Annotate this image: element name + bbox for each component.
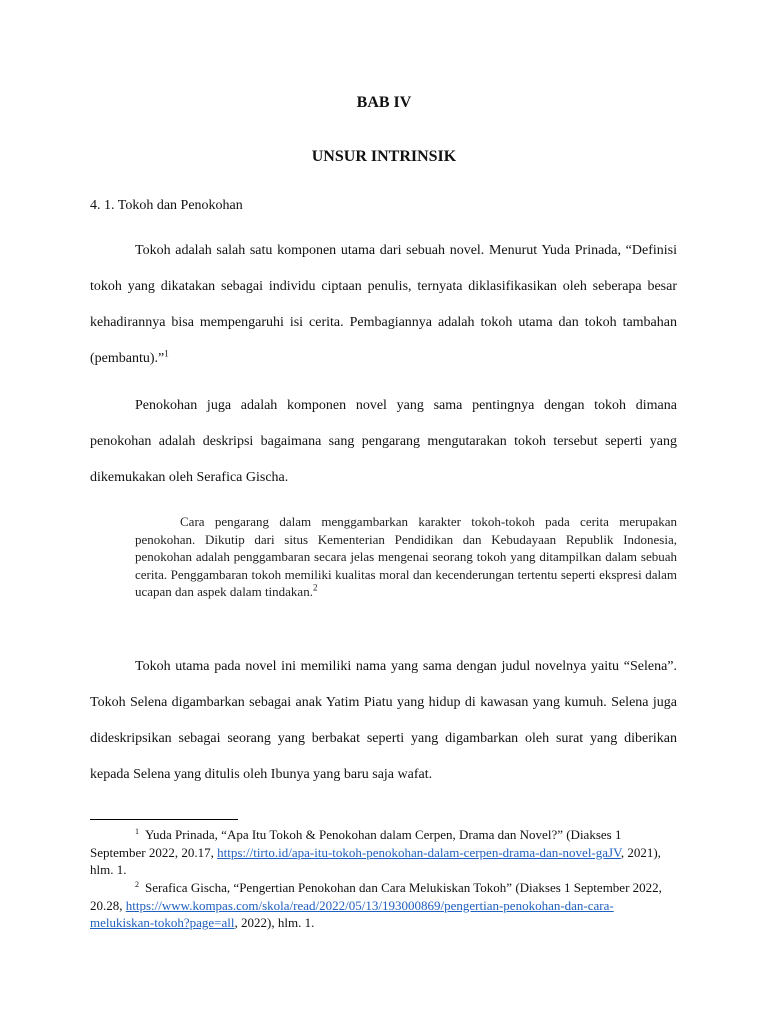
chapter-number: BAB IV (356, 94, 412, 111)
paragraph-2-text: Penokohan juga adalah komponen novel yang sama pentingnya dengan tokoh dimana penokohan adalah deskripsi bagaimana sang pengarang mengutarakan tokoh tersebut seperti yang dikemukakan oleh Serafica Gischa. (90, 398, 677, 485)
chapter-title: UNSUR INTRINSIK (311, 148, 457, 165)
footnote-1 (90, 826, 677, 879)
footnote-2 (90, 879, 677, 932)
footnote-1-text: Yuda Prinada, “Apa Itu Tokoh & Penokohan dalam Cerpen, Drama dan Novel?” (Diakses 1 September 2022, 20.17, (90, 827, 622, 860)
paragraph-1-text: Tokoh adalah salah satu komponen utama dari sebuah novel. Menurut Yuda Prinada, “Definisi tokoh yang dikatakan sebagai individu ciptaan penulis, ternyata diklasifikasikan oleh seberapa besar kehadirannya bisa mempengaruhi isi cerita. Pembagiannya adalah tokoh utama dan tokoh tambahan (pembantu).” (90, 243, 677, 366)
footnote-2-text: Serafica Gischa, “Pengertian Penokohan dan Cara Melukiskan Tokoh” (Diakses 1 September 2022, 20.28, (90, 880, 662, 913)
paragraph-2 (90, 388, 677, 496)
paragraph-3-text: Tokoh utama pada novel ini memiliki nama yang sama dengan judul novelnya yaitu “Selena”. Tokoh Selena digambarkan sebagai anak Yatim Piatu yang hidup di kawasan yang kumuh. Selena juga dideskripsikan sebagai seorang yang berbakat seperti yang digambarkan oleh surat yang diberikan kepada Selena yang ditulis oleh Ibunya yang baru saja wafat. (90, 659, 677, 782)
footnote-1-tail: , 2021), hlm. 1. (90, 844, 661, 878)
footnote-2-link[interactable]: https://www.kompas.com/skola/read/2022/05/13/193000869/pengertian-penokohan-dan-cara-melukiskan-tokoh?page=all (90, 897, 614, 931)
paragraph-1 (90, 233, 677, 377)
footnote-2-mark: 2 (135, 879, 139, 889)
block-quote-text: Cara pengarang dalam menggambarkan karakter tokoh-tokoh pada cerita merupakan penokohan. Dikutip dari situs Kementerian Pendidikan dan Kebudayaan Republik Indonesia, penokohan adalah penggambaran secara jelas mengenai seorang tokoh yang ditampilkan dalam sebuah cerita. Penggambaran tokoh memiliki kualitas moral dan kecenderungan tertentu seperti ekspresi dalam ucapan dan aspek dalam tindakan. (135, 514, 677, 600)
footnote-ref-1[interactable]: 1 (164, 348, 169, 359)
footnote-2-tail: , 2022), hlm. 1. (234, 915, 315, 931)
paragraph-3 (90, 649, 677, 793)
block-quote (135, 513, 677, 601)
footnote-1-link[interactable]: https://tirto.id/apa-itu-tokoh-penokohan-dalam-cerpen-drama-dan-novel-gaJV (217, 844, 621, 860)
footnote-1-mark: 1 (135, 826, 139, 836)
footnote-divider (90, 819, 238, 820)
footnote-ref-2[interactable]: 2 (312, 583, 318, 594)
section-heading: 4. 1. Tokoh dan Penokohan (90, 198, 243, 213)
